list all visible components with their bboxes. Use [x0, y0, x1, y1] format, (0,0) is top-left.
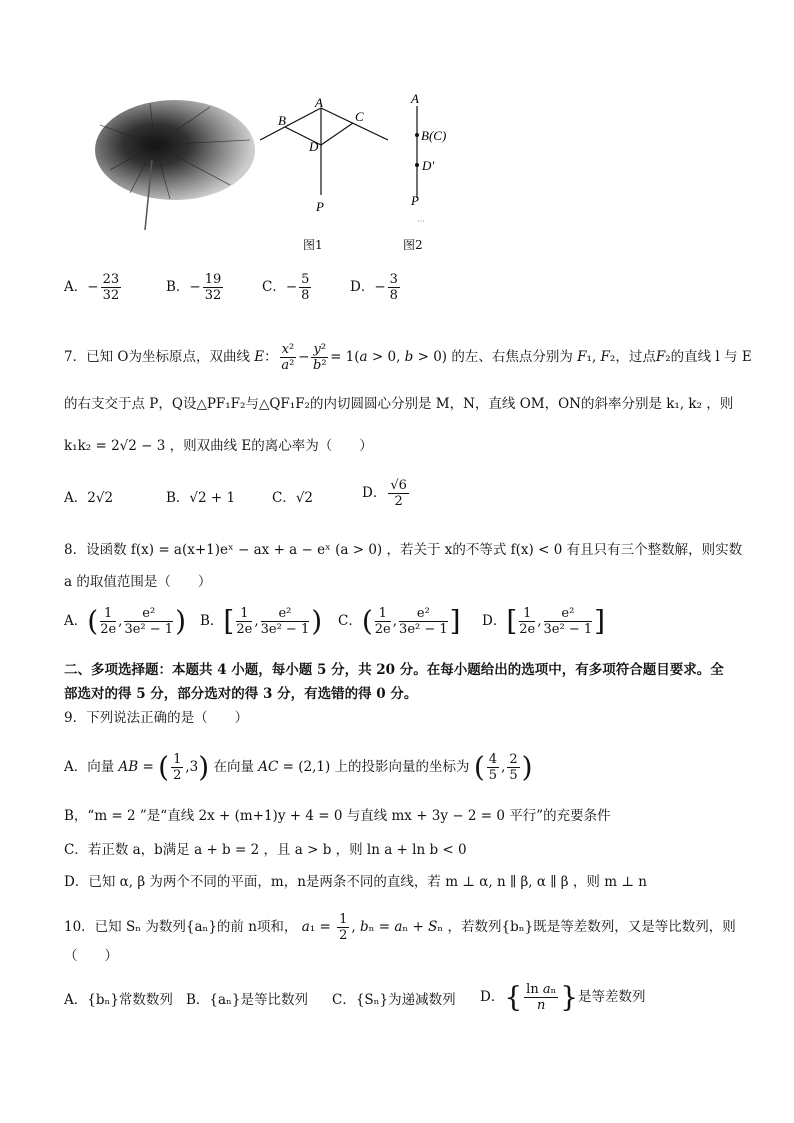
label-BC: B(C)	[421, 128, 447, 143]
q6-option-a[interactable]: A．− $\frac{23}{32}$	[64, 272, 120, 303]
q8-stem-line2: a 的取值范围是（ ）	[64, 574, 212, 590]
figure-umbrella-photo	[90, 95, 260, 235]
q10-stem-line1: 10．已知 Sₙ 为数列{aₙ}的前 n项和， a₁ = $\frac{1}{2}$ , bₙ = aₙ + Sₙ ，若数列{bₙ}既是等差数列，又是等比数列，则	[64, 912, 736, 943]
q7-option-a[interactable]: A．2√2	[64, 490, 114, 506]
q6-option-c[interactable]: C．− $\frac{5}{8}$	[262, 272, 310, 303]
section2-header-line2: 部选对的得 5 分，部分选对的得 3 分，有选错的得 0 分。	[64, 686, 418, 702]
q6-option-b[interactable]: B．− $\frac{19}{32}$	[166, 272, 222, 303]
fig1-caption: 图1	[303, 238, 323, 252]
q7-stem-line2: 的右支交于点 P，Q设△PF₁F₂与△QF₁F₂的内切圆圆心分别是 M，N，直线 OM，ON的斜率分别是 k₁, k₂ ，则	[64, 396, 734, 412]
section2-header-line1: 二、多项选择题：本题共 4 小题，每小题 5 分，共 20 分。在每小题给出的选项中，有多项符合题目要求。全	[64, 662, 724, 678]
label-A: A	[315, 95, 323, 110]
q8-option-b[interactable]: B．[ $\frac{1}{2e}$ , $\frac{\text{e²}}{\text{3e² − 1}}$ )	[200, 604, 323, 638]
q7-option-d[interactable]: D． $\frac{√6}{2}$	[362, 478, 407, 509]
q7-stem-line3: k₁k₂ = 2√2 − 3 ，则双曲线 E的离心率为（ ）	[64, 438, 373, 454]
q8-stem-line1: 8．设函数 f(x) = a(x+1)eˣ − ax + a − eˣ (a > 0) ，若关于 x的不等式 f(x) < 0 有且只有三个整数解，则实数	[64, 542, 743, 558]
label-C: C	[355, 109, 364, 124]
label-A2: A	[411, 91, 419, 106]
figure-1-diagram	[255, 95, 395, 215]
q10-option-d[interactable]: D．{ $\frac{\text{ln aₙ}}{n}$ }是等差数列	[480, 980, 646, 1014]
q10-option-c[interactable]: C．{Sₙ}为递减数列	[332, 992, 456, 1008]
q8-option-a[interactable]: A．( $\frac{1}{2e}$ , $\frac{\text{e²}}{\text{3e² − 1}}$ )	[64, 604, 186, 638]
fig2-caption: 图2	[403, 238, 423, 252]
svg-text:···: ···	[417, 217, 425, 226]
q9-option-b[interactable]: B，“m = 2 ”是“直线 2x + (m+1)y + 4 = 0 与直线 mx + 3y − 2 = 0 平行”的充要条件	[64, 808, 611, 824]
q10-option-b[interactable]: B．{aₙ}是等比数列	[186, 992, 308, 1008]
label-B: B	[278, 113, 286, 128]
q8-option-c[interactable]: C．( $\frac{1}{2e}$ , $\frac{\text{e²}}{\text{3e² − 1}}$ ]	[338, 604, 461, 638]
q9-option-d[interactable]: D．已知 α, β 为两个不同的平面，m，n是两条不同的直线，若 m ⊥ α, n ∥ β, α ∥ β ，则 m ⊥ n	[64, 874, 647, 890]
q9-option-c[interactable]: C．若正数 a，b满足 a + b = 2 ，且 a > b ，则 ln a + ln b < 0	[64, 842, 467, 858]
figure-2-diagram	[405, 90, 465, 230]
q7-option-c[interactable]: C．√2	[272, 490, 314, 506]
label-D: D	[309, 139, 319, 154]
label-Dprime: D'	[422, 158, 435, 173]
q9-option-a[interactable]: A．向量 AB = ( $\frac{1}{2}$ ,3) 在向量 AC = (2,1) 上的投影向量的坐标为 ( $\frac{4}{5}$ , $\frac{2}{5}$ )	[64, 750, 533, 784]
q9-stem: 9．下列说法正确的是（ ）	[64, 710, 249, 726]
q7-option-b[interactable]: B．√2 + 1	[166, 490, 236, 506]
q10-option-a[interactable]: A．{bₙ}常数数列	[64, 992, 173, 1008]
label-P2: P	[411, 193, 419, 208]
q8-option-d[interactable]: D．[ $\frac{1}{2e}$ , $\frac{\text{e²}}{\text{3e² − 1}}$ ]	[482, 604, 606, 638]
q10-stem-line2: （ ）	[64, 948, 118, 964]
q6-option-d[interactable]: D．− $\frac{3}{8}$	[350, 272, 398, 303]
q7-stem-line1: 7．已知 O为坐标原点，双曲线 E： $\frac{\text{x²}}{\text{a²}}$ − $\frac{\text{y²}}{\text{b²}}$ = 1(a > 0, b > 0) 的左、右焦点分别为 F₁, F₂，过点F₂的直线 l 与 E	[64, 342, 752, 373]
label-P: P	[316, 199, 324, 214]
